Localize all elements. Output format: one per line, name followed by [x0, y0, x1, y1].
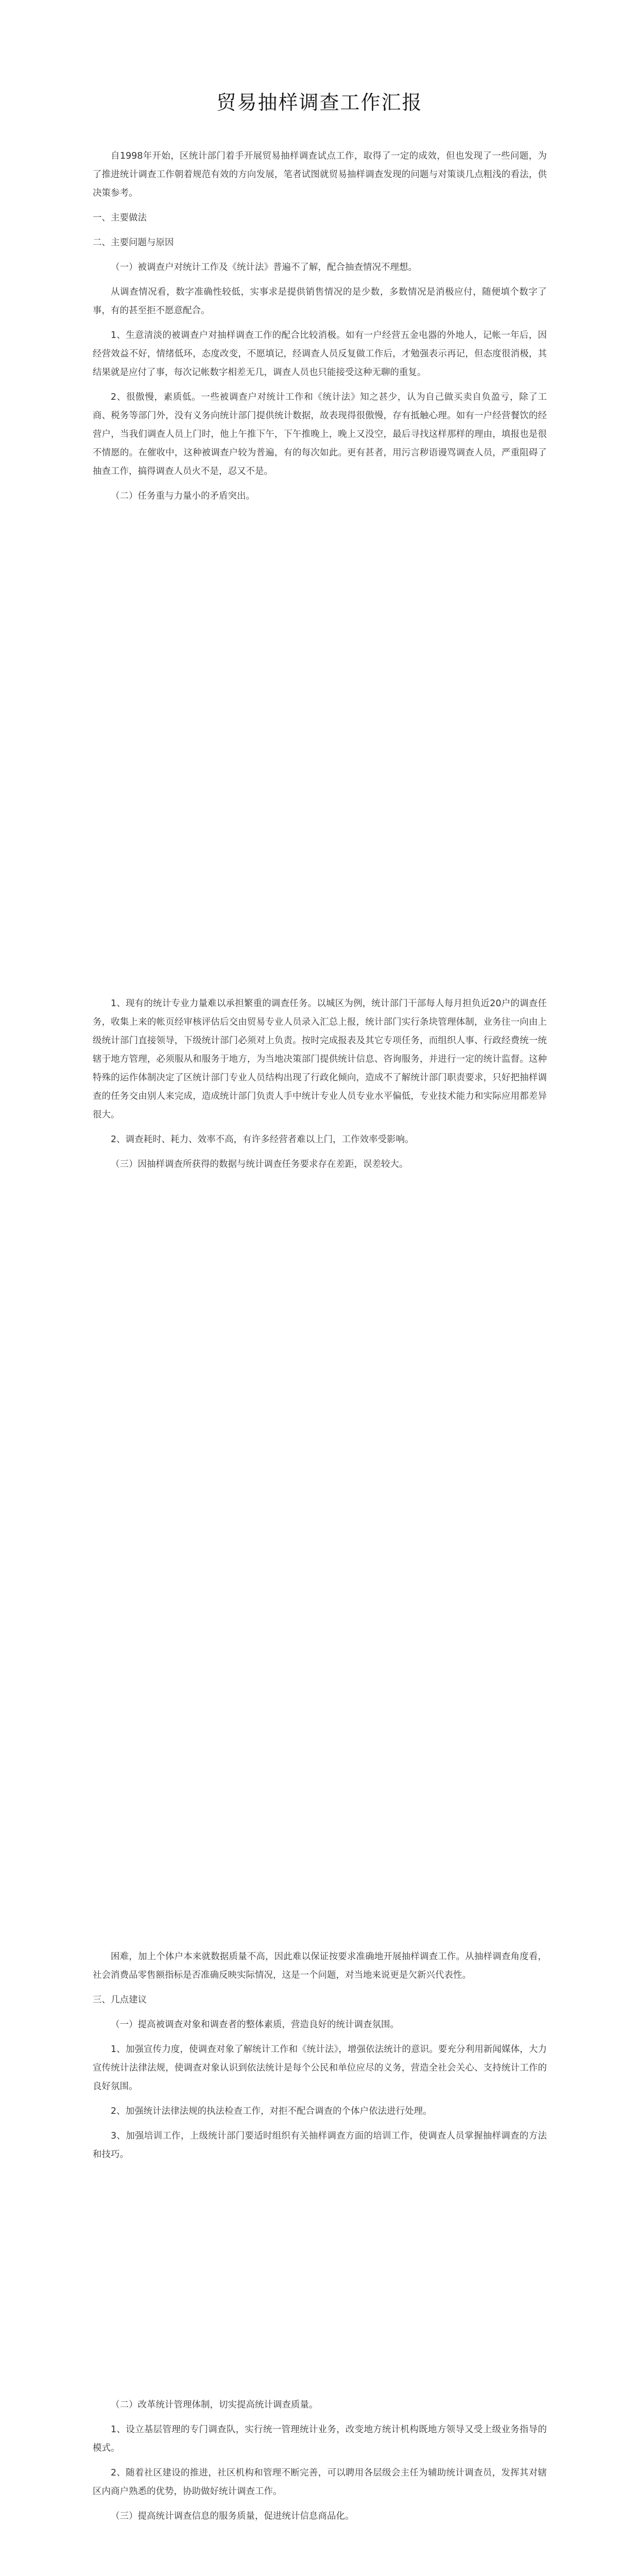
document-title: 贸易抽样调查工作汇报 [216, 91, 423, 114]
section-reform [93, 2396, 547, 2532]
subheading-respondents: （一）被调查户对统计工作及《统计法》普遍不了解，配合抽查情况不理想。 [111, 262, 417, 273]
subheading-data-quality: （三）因抽样调查所获得的数据与统计调查任务要求存在差距，误差较大。 [111, 1159, 408, 1170]
paragraph: 从调查情况看，数字准确性较低，实事求是提供销售情况的是少数，多数情况是消极应付，随便填个数字了事，有的甚至拒不愿意配合。 [93, 287, 547, 316]
section-intro [93, 147, 547, 512]
heading-main-problems: 二、主要问题与原因 [93, 238, 174, 248]
section-workload [93, 994, 547, 1180]
paragraph: 3、加强培训工作，上级统计部门要适时组织有关抽样调查方面的培训工作，使调查人员掌握抽样调查的方法和技巧。 [93, 2131, 547, 2160]
paragraph: 2、加强统计法律法规的执法检查工作，对拒不配合调查的个体户依法进行处理。 [111, 2106, 432, 2116]
heading-suggestions: 三、几点建议 [93, 1995, 147, 2005]
subheading-quality: （一）提高被调查对象和调查者的整体素质，营造良好的统计调查氛围。 [111, 2020, 399, 2030]
paragraph: 1、加强宣传力度，使调查对象了解统计工作和《统计法》，增强依法统计的意识。要充分利用新闻媒体，大力宣传统计法律法规，使调查对象认识到依法统计是每个公民和单位应尽的义务，营造全社会关心、支持统计工作的良好氛围。 [93, 2044, 547, 2092]
paragraph: 1、现有的统计专业力量难以承担繁重的调查任务。以城区为例，统计部门干部每人每月担负近20户的调查任务，收集上来的帐页经审核评估后交由贸易专业人员录入汇总上报，统计部门实行条块管理体制，业务往一向由上级统计部门直接领导，下级统计部门必须对上负责。按时完成报表及其它专项任务，而组织人事、行政经费统一统辖于地方管理，必须服从和服务于地方，为当地决策部门提供统计信息、咨询服务，并进行一定的统计监督。这种特殊的运作体制决定了区统计部门专业人员结构出现了行政化倾向，造成不了解统计部门职责要求，只好把抽样调查的任务交由别人来完成，造成统计部门负责人手中统计专业人员专业水平偏低，专业技术能力和实际应用都差异很大。 [93, 998, 547, 1120]
paragraph: 1、生意清淡的被调查户对抽样调查工作的配合比较消极。如有一户经营五金电器的外地人，记帐一年后，因经营效益不好，情绪低环，态度改变，不愿填记，经调查人员反复做工作后，才勉强表示再记，但态度很消极，其结果就是应付了事，每次记帐数字相差无几，调查人员也只能接受这种无聊的重复。 [93, 330, 547, 378]
paragraph: 2、随着社区建设的推进，社区机构和管理不断完善，可以聘用各层级会主任为辅助统计调查员，发挥其对辖区内商户熟悉的优势，协助做好统计调查工作。 [93, 2468, 547, 2497]
paragraph: 2、调查耗时、耗力、效率不高，有许多经营者难以上门，工作效率受影响。 [111, 1134, 414, 1145]
subheading-reform: （二）改革统计管理体制，切实提高统计调查质量。 [111, 2400, 318, 2410]
paragraph: 1、设立基层管理的专门调查队，实行统一管理统计业务，改变地方统计机构既地方领导又受上级业务指导的模式。 [93, 2425, 547, 2453]
paragraph: 自1998年开始，区统计部门着手开展贸易抽样调查试点工作，取得了一定的成效，但也发现了一些问题，为了推进统计调查工作朝着规范有效的方向发展，笔者试图就贸易抽样调查发现的问题与对策谈几点粗浅的看法，供决策参考。 [93, 151, 547, 198]
paragraph: 2、很傲慢，素质低。一些被调查户对统计工作和《统计法》知之甚少，认为自己做买卖自负盈亏，除了工商、税务等部门外，没有义务向统计部门提供统计数据，故表现得很傲慢，存有抵触心理。如有一户经营餐饮的经营户，当我们调查人员上门时，他上午推下午，下午推晚上，晚上又没空，最后寻找这样那样的理由，填报也是很不情愿的。在催收中，这种被调查户较为普遍，有的每次如此。更有甚者，用污言秽语谩骂调查人员，严重阻碍了抽查工作，搞得调查人员火不是，忍又不是。 [93, 392, 547, 477]
heading-main-practices: 一、主要做法 [93, 213, 147, 223]
subheading-workload: （二）任务重与力量小的矛盾突出。 [111, 491, 255, 501]
paragraph: 困难，加上个体户本来就数据质量不高，因此难以保证按要求准确地开展抽样调查工作。从抽样调查角度看，社会消费品零售额指标是否准确反映实际情况，这是一个问题，对当地来说更是欠新兴代表性。 [93, 1952, 547, 1980]
section-suggestions [93, 1947, 547, 2170]
subheading-service: （三）提高统计调查信息的服务质量，促进统计信息商品化。 [111, 2511, 354, 2521]
